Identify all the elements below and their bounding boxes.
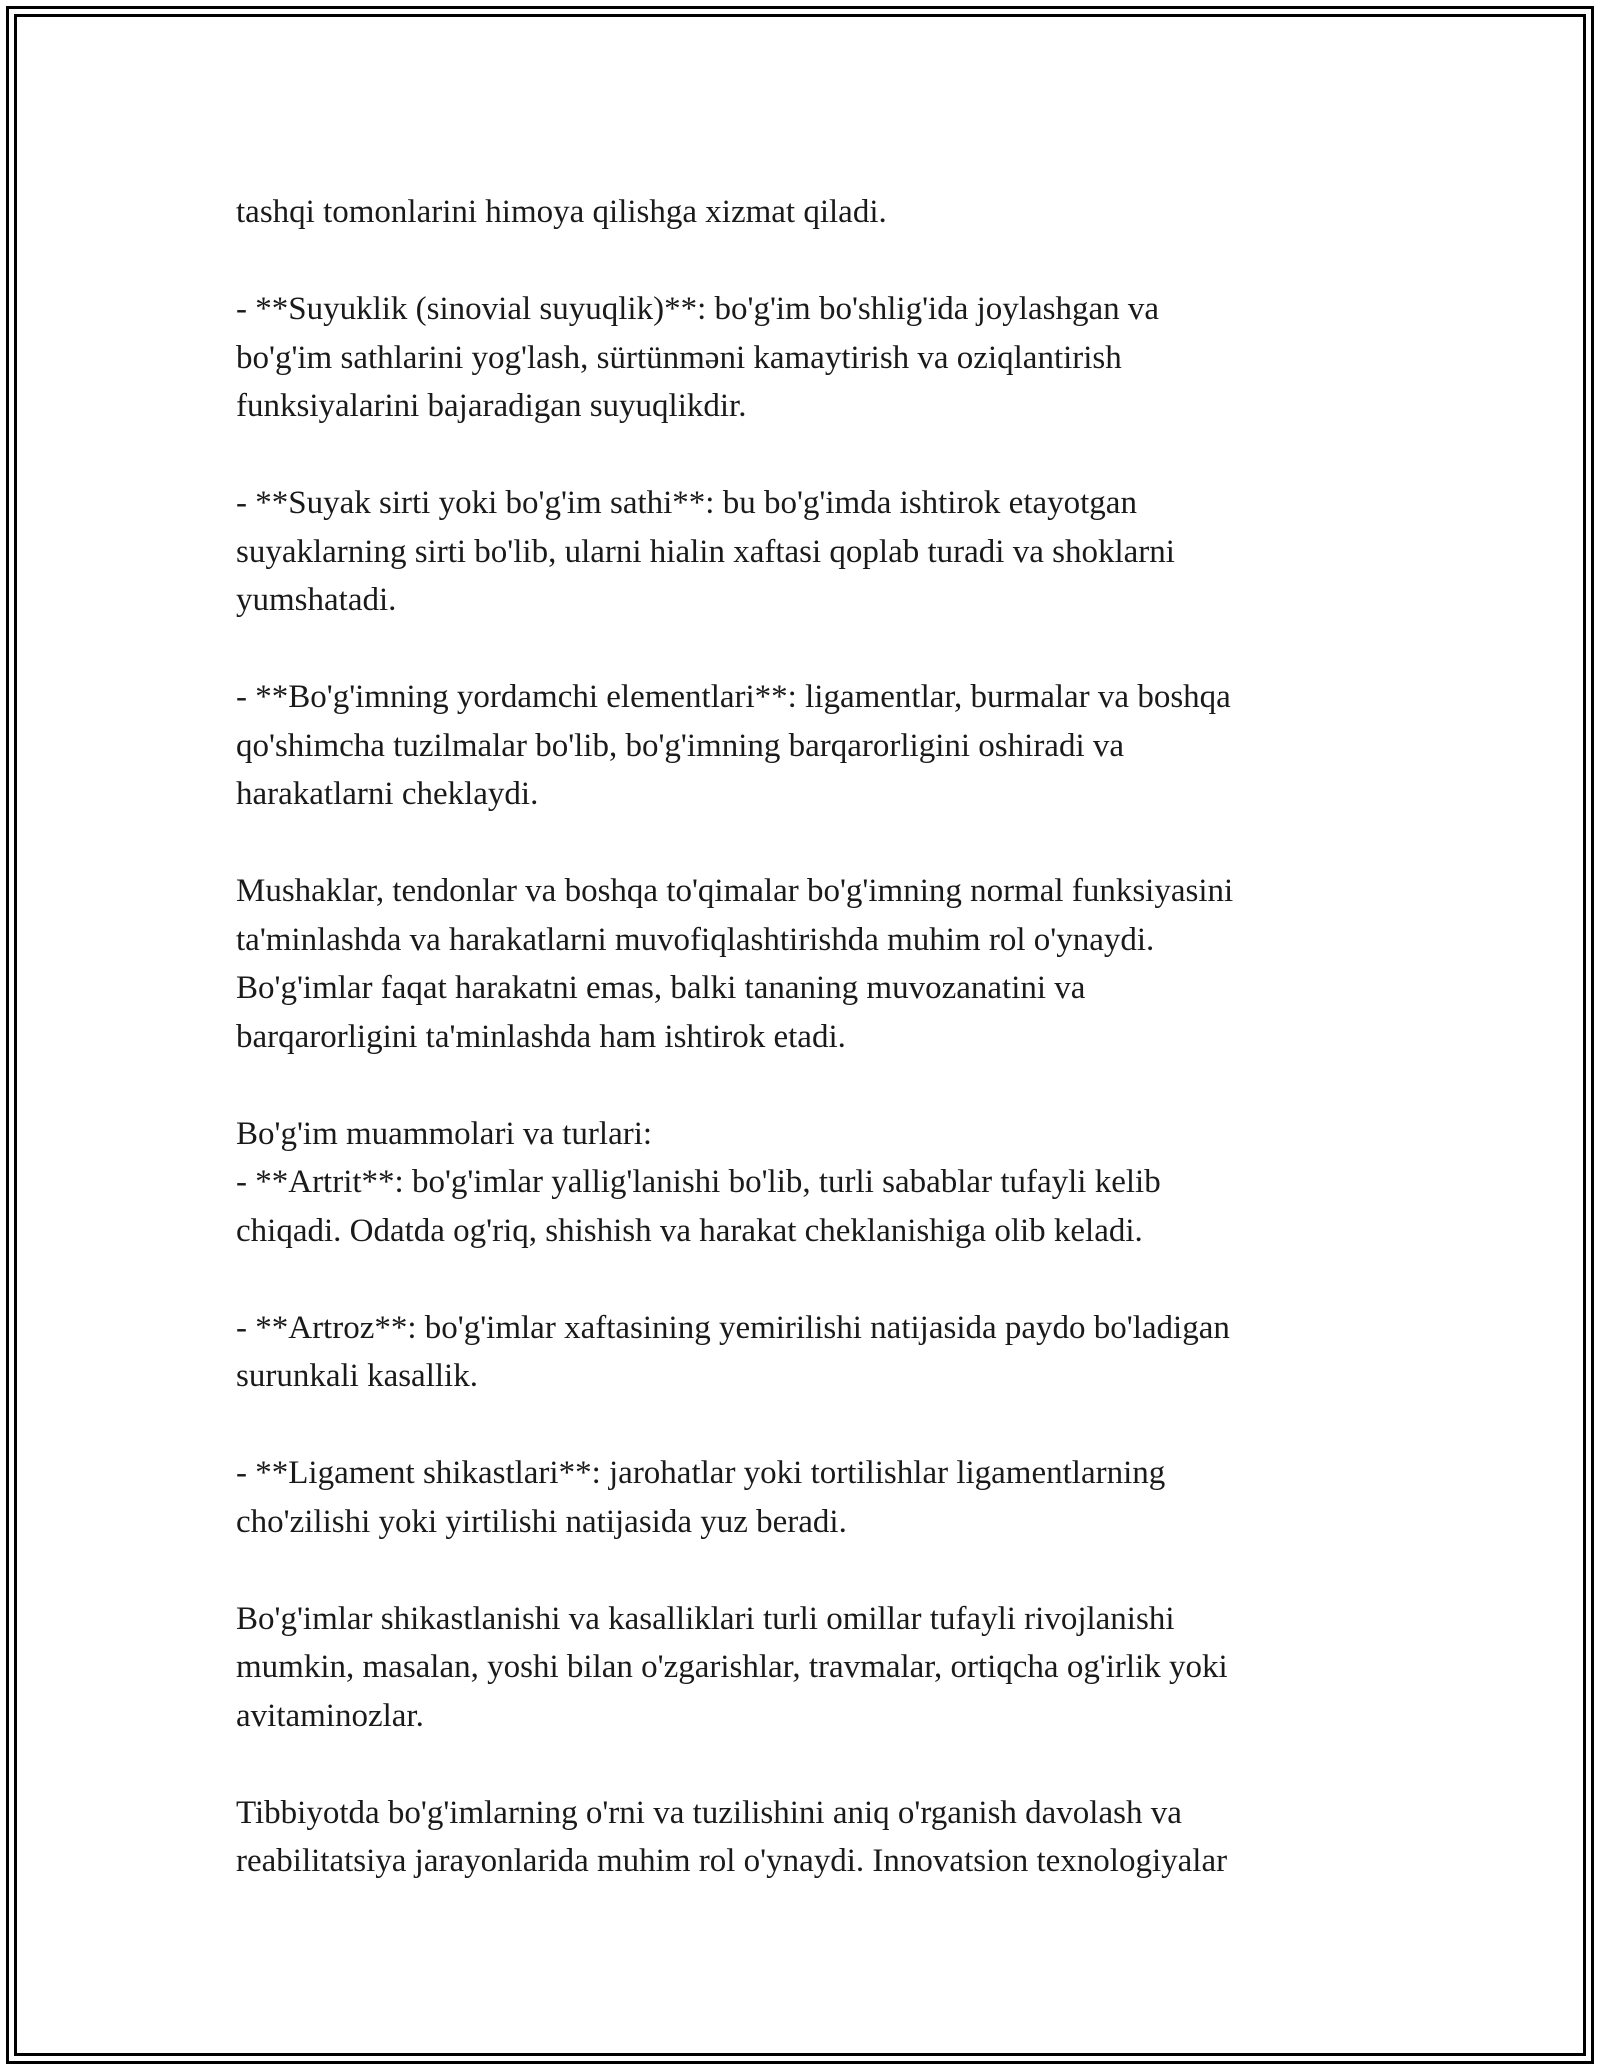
paragraph-continuation: tashqi tomonlarini himoya qilishga xizmat qiladi. — [236, 194, 887, 230]
list-item-auxiliary-elements: - **Bo'g'imning yordamchi elementlari**: ligamentlar, burmalar va boshqa qo'shimcha tuzilmalar bo'lib, bo'g'imning barqarorligini oshiradi va harakatlarni cheklaydi. — [236, 679, 1231, 812]
paragraph-muscles-tendons: Mushaklar, tendonlar va boshqa to'qimalar bo'g'imning normal funksiyasini ta'minlashda va harakatlarni muvofiqlashtirishda muhim rol o'ynaydi. Bo'g'imlar faqat harakatni emas, balki tananing muvozanatini va barqarorligini ta'minlashda ham ishtirok etadi. — [236, 873, 1234, 1055]
paragraph-risk-factors: Bo'g'imlar shikastlanishi va kasalliklari turli omillar tufayli rivojlanishi mumkin, masalan, yoshi bilan o'zgarishlar, travmalar, ortiqcha og'irlik yoki avitaminozlar. — [236, 1600, 1228, 1734]
list-item-arthrosis: - **Artroz**: bo'g'imlar xaftasining yemirilishi natijasida paydo bo'ladigan surunkali kasallik. — [236, 1309, 1230, 1394]
paragraph-medicine: Tibbiyotda bo'g'imlarning o'rni va tuzilishini aniq o'rganish davolash va reabilitatsiya jarayonlarida muhim rol o'ynaydi. Innovatsion texnologiyalar — [236, 1794, 1228, 1879]
section-heading-joint-problems: Bo'g'im muammolari va turlari: — [236, 1115, 653, 1152]
list-item-arthritis: - **Artrit**: bo'g'imlar yallig'lanishi bo'lib, turli sabablar tufayli kelib chiqadi. Odatda og'riq, shishish va harakat cheklanishiga olib keladi. — [236, 1164, 1161, 1249]
list-item-synovial-fluid: - **Suyuklik (sinovial suyuqlik)**: bo'g'im bo'shlig'ida joylashgan va bo'g'im sathlarini yog'lash, sürtünməni kamaytirish va oziqlantirish funksiyalarini bajaradigan suyuqlikdir. — [236, 291, 1159, 424]
document-body — [236, 188, 1366, 1934]
list-item-articular-surface: - **Suyak sirti yoki bo'g'im sathi**: bu bo'g'imda ishtirok etayotgan suyaklarning sirti bo'lib, ularni hialin xaftasi qoplab turadi va shoklarni yumshatadi. — [236, 485, 1175, 618]
list-item-ligament-injuries: - **Ligament shikastlari**: jarohatlar yoki tortilishlar ligamentlarning cho'zilishi yoki yirtilishi natijasida yuz beradi. — [236, 1455, 1166, 1540]
